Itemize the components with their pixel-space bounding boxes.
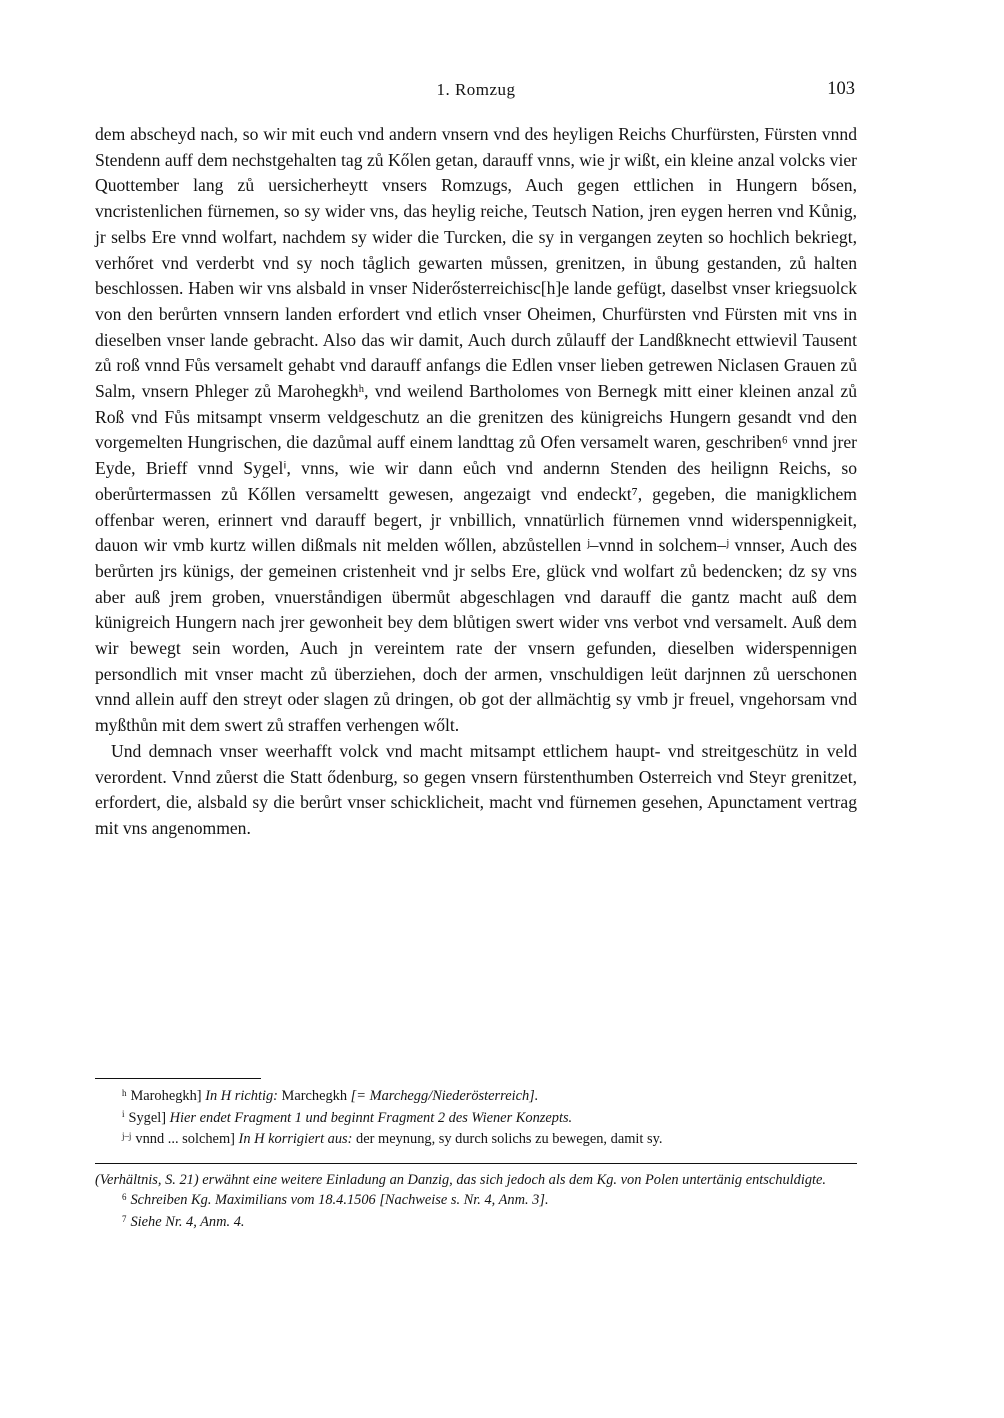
text-block	[95, 80, 857, 842]
numbered-footnotes	[95, 1170, 857, 1234]
paragraph-1: dem abscheyd nach, so wir mit euch vnd andern vnsern vnd des heyligen Reichs Churfürsten, Fürsten vnnd Stendenn auff dem nechstgehalten tag zů Kőlen getan, darauff vnns, wie jr wißt, ein kleine anzal volcks vier Quottember lang zů uersicherheytt vnsers Romzugs, Auch gegen ettlichen in Hungern bősen, vncristenlichen fürnemen, so sy wider vns, das heylig reiche, Teutsch Nation, jren eygen herren vnd Kůnig, jr selbs Ere vnnd wolfart, nachdem sy wider die Turcken, die sy in vergangen zeyten so hochlich bekriegt, verhőret vnd verderbt vnd sy noch tåglich gewarten můssen, grenitzen, in ůbung gestanden, zů halten beschlossen. Haben wir vns alsbald in vnser Niderősterreichisc[h]e lande gefügt, daselbst vnser kriegsuolck von den berůrten vnnsern landen erfordert vnd etlich vnser Oheimen, Churfürsten vnd Fürsten mit vns in dieselben vnser lande gebracht. Also das wir damit, Auch durch zůlauff der Landßknecht ettwievil Tausent zů roß vnnd Fůs versamelt gehabt vnd darauff anfangs die Edlen vnser lieben getrewen Niclasen Grauen zů Salm, vnsern Phleger zů Marohegkhʰ, vnd weilend Bartholomes von Bernegk mitt einer kleinen anzal zů Roß vnd Fůs mitsampt vnserm veldgeschutz an die grenitzen des künigreichs Hungern gesandt vnd den vorgemelten Hungrischen, die dazůmal auff einem landttag zů Ofen versamelt waren, geschriben⁶ vnnd jrer Eyde, Brieff vnnd Sygelⁱ, vnns, wie wir dann eůch vnd andernn Stenden des heilignn Reichs, so oberůrtermassen zů Kőllen versameltt gewesen, angezaigt vnd endeckt⁷, gegeben, die manigklichem offenbar weren, erinnert vnd darauff begert, jr vnbillich, vnnatürlich fürnemen vnnd widerspennigkeit, dauon wir vmb kurtz willen dißmals nit melden wőllen, abzůstellen ʲ–vnnd in solchem–ʲ vnnser, Auch des berůrten jrs künigs, der gemeinen cristenheit vnd jr selbs Ere, glück vnd wolfart zů bedencken; dz sy vns aber auß jrem groben, vnuerståndigen übermůt abgeschlagen vnd darauff die gantz macht auß dem künigreich Hungern nach jrer gewonheit bey dem blůtigen swert wider vns verbot vnd versamelt. Auß dem wir bewegt sein worden, Auch jn vereintem rate der vnsern gefunden, dieselben widerspennigen persondlich mit vnser macht zů überziehen, doch der armen, vnschuldigen leüt darjnnen zů uerschonen vnnd allein auff den streyt oder slagen zů dringen, ob got der allmächtig sy vmb jr freuel, vngehorsam vnd myßthůn mit dem swert zů straffen verhengen wőlt.	[95, 124, 857, 736]
footnote-j	[95, 1129, 857, 1151]
footnote-j-marker: j–j	[122, 1130, 132, 1141]
footnote-7-text: Siehe Nr. 4, Anm. 4.	[130, 1213, 245, 1230]
page-number: 103	[827, 79, 855, 99]
footnote-7-marker: 7	[122, 1213, 127, 1224]
footnote-separator-short	[95, 1078, 261, 1079]
footnote-i-marker: i	[122, 1109, 125, 1120]
footnote-h	[95, 1086, 857, 1108]
footnote-6-marker: 6	[122, 1191, 127, 1202]
footnote-i-text: Sygel] Hier endet Fragment 1 und beginnt Fragment 2 des Wiener Konzepts.	[128, 1109, 573, 1126]
footnote-6-text: Schreiben Kg. Maximilians vom 18.4.1506 [Nachweise s. Nr. 4, Anm. 3].	[130, 1192, 549, 1209]
footnote-h-text: Marohegkh] In H richtig: Marchegkh [= Marchegg/Niederösterreich].	[130, 1088, 539, 1104]
footnote-apparatus	[95, 1078, 857, 1234]
letter-footnotes	[95, 1086, 857, 1151]
footnote-7	[95, 1212, 857, 1234]
footnote-h-marker: h	[122, 1087, 127, 1098]
footnote-separator-full	[95, 1163, 857, 1164]
footnote-6	[95, 1190, 857, 1212]
main-text	[95, 122, 857, 842]
footnote-j-text: vnnd ... solchem] In H korrigiert aus: der meynung, sy durch solichs zu bewegen, damit sy.	[135, 1131, 663, 1148]
paragraph-2: Und demnach vnser weerhafft volck vnd macht mitsampt ettlichem haupt- vnd streitgeschütz in veld verordent. Vnnd zůerst die Statt ődenburg, so gegen vnsern fürstenthumben Osterreich vnd Steyr grenitzet, erfordert, die, alsbald sy die berůrt vnser schicklicheit, macht vnd fürnemen gesehen, Apunctament vertrag mit vns angenommen.	[95, 740, 857, 838]
chapter-title: 1. Romzug	[436, 80, 516, 99]
footnote-i	[95, 1108, 857, 1130]
footnote-continuation: (Verhältnis, S. 21) erwähnt eine weitere Einladung an Danzig, das sich jedoch als dem Kg. von Polen untertänig entschuldigte.	[95, 1171, 827, 1188]
running-head	[95, 80, 857, 106]
